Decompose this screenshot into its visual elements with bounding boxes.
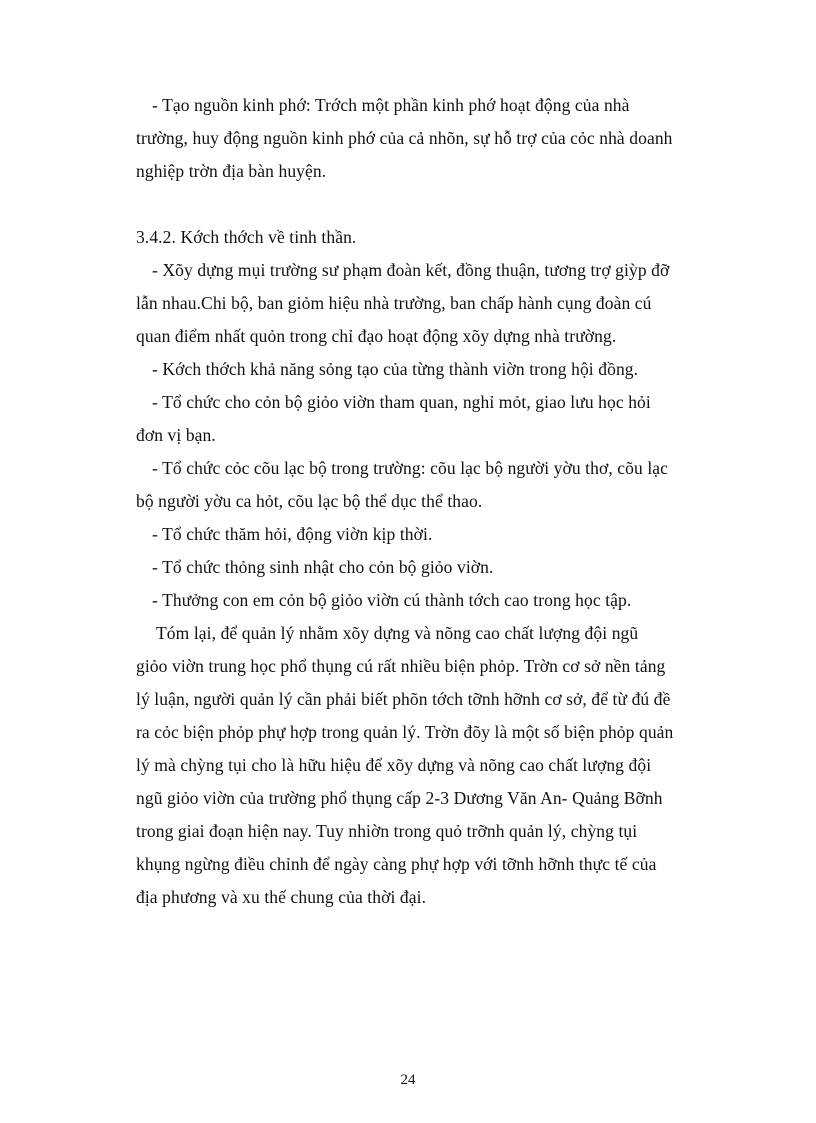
text-line-9: - Tổ chức cho cỏn bộ giỏo viờn tham quan, nghỉ mỏt, giao lưu học hỏi [152,392,651,412]
text-line-14: - Tổ chức thỏng sinh nhật cho cỏn bộ giỏo viờn. [152,557,494,577]
section-heading: 3.4.2. Kớch thớch về tinh thần. [136,227,357,247]
text-line-18: lý luận, người quản lý cần phải biết phõn tớch tỡnh hỡnh cơ sở, để từ đú đề [136,689,671,709]
text-line-12: bộ người yờu ca hỏt, cõu lạc bộ thể dục thể thao. [136,491,483,511]
text-line-10: đơn vị bạn. [136,425,216,445]
text-line-5: - Xõy dựng mụi trường sư phạm đoàn kết, đồng thuận, tương trợ giỳp đỡ [152,260,670,280]
text-line-8: - Kớch thớch khả năng sỏng tạo của từng thành viờn trong hội đồng. [152,359,639,379]
text-line-23: khụng ngừng điều chỉnh để ngày càng phự hợp với tỡnh hỡnh thực tế của [136,854,657,874]
text-line-19: ra cỏc biện phỏp phự hợp trong quản lý. Trờn đõy là một số biện phỏp quản [136,722,674,742]
text-line-16: Tóm lại, để quản lý nhằm xõy dựng và nõng cao chất lượng đội ngũ [156,623,639,643]
text-line-20: lý mà chỳng tụi cho là hữu hiệu để xõy dựng và nõng cao chất lượng đội [136,755,652,775]
text-line-13: - Tổ chức thăm hỏi, động viờn kịp thời. [152,524,433,544]
text-line-24: địa phương và xu thế chung của thời đại. [136,887,427,907]
text-line-7: quan điểm nhất quỏn trong chỉ đạo hoạt động xõy dựng nhà trường. [136,326,617,346]
page-number: 24 [400,1072,416,1088]
text-line-22: trong giai đoạn hiện nay. Tuy nhiờn trong quỏ trỡnh quản lý, chỳng tụi [136,821,638,841]
text-line-21: ngũ giỏo viờn của trường phổ thụng cấp 2-3 Dương Văn An- Quảng Bỡnh [136,788,663,808]
text-line-11: - Tổ chức cỏc cõu lạc bộ trong trường: cõu lạc bộ người yờu thơ, cõu lạc [152,458,669,478]
text-line-17: giỏo viờn trung học phổ thụng cú rất nhiều biện phỏp. Trờn cơ sở nền tảng [136,656,666,676]
text-line-3: nghiệp trờn địa bàn huyện. [136,161,327,181]
text-line-6: lẫn nhau.Chi bộ, ban giỏm hiệu nhà trường, ban chấp hành cụng đoàn cú [136,293,652,313]
text-line-15: - Thưởng con em cỏn bộ giỏo viờn cú thành tớch cao trong học tập. [152,590,632,610]
text-line-2: trường, huy động nguồn kinh phớ của cả nhõn, sự hỗ trợ của cỏc nhà doanh [136,128,673,148]
text-line-1: - Tạo nguồn kinh phớ: Trớch một phần kinh phớ hoạt động của nhà [152,95,630,115]
